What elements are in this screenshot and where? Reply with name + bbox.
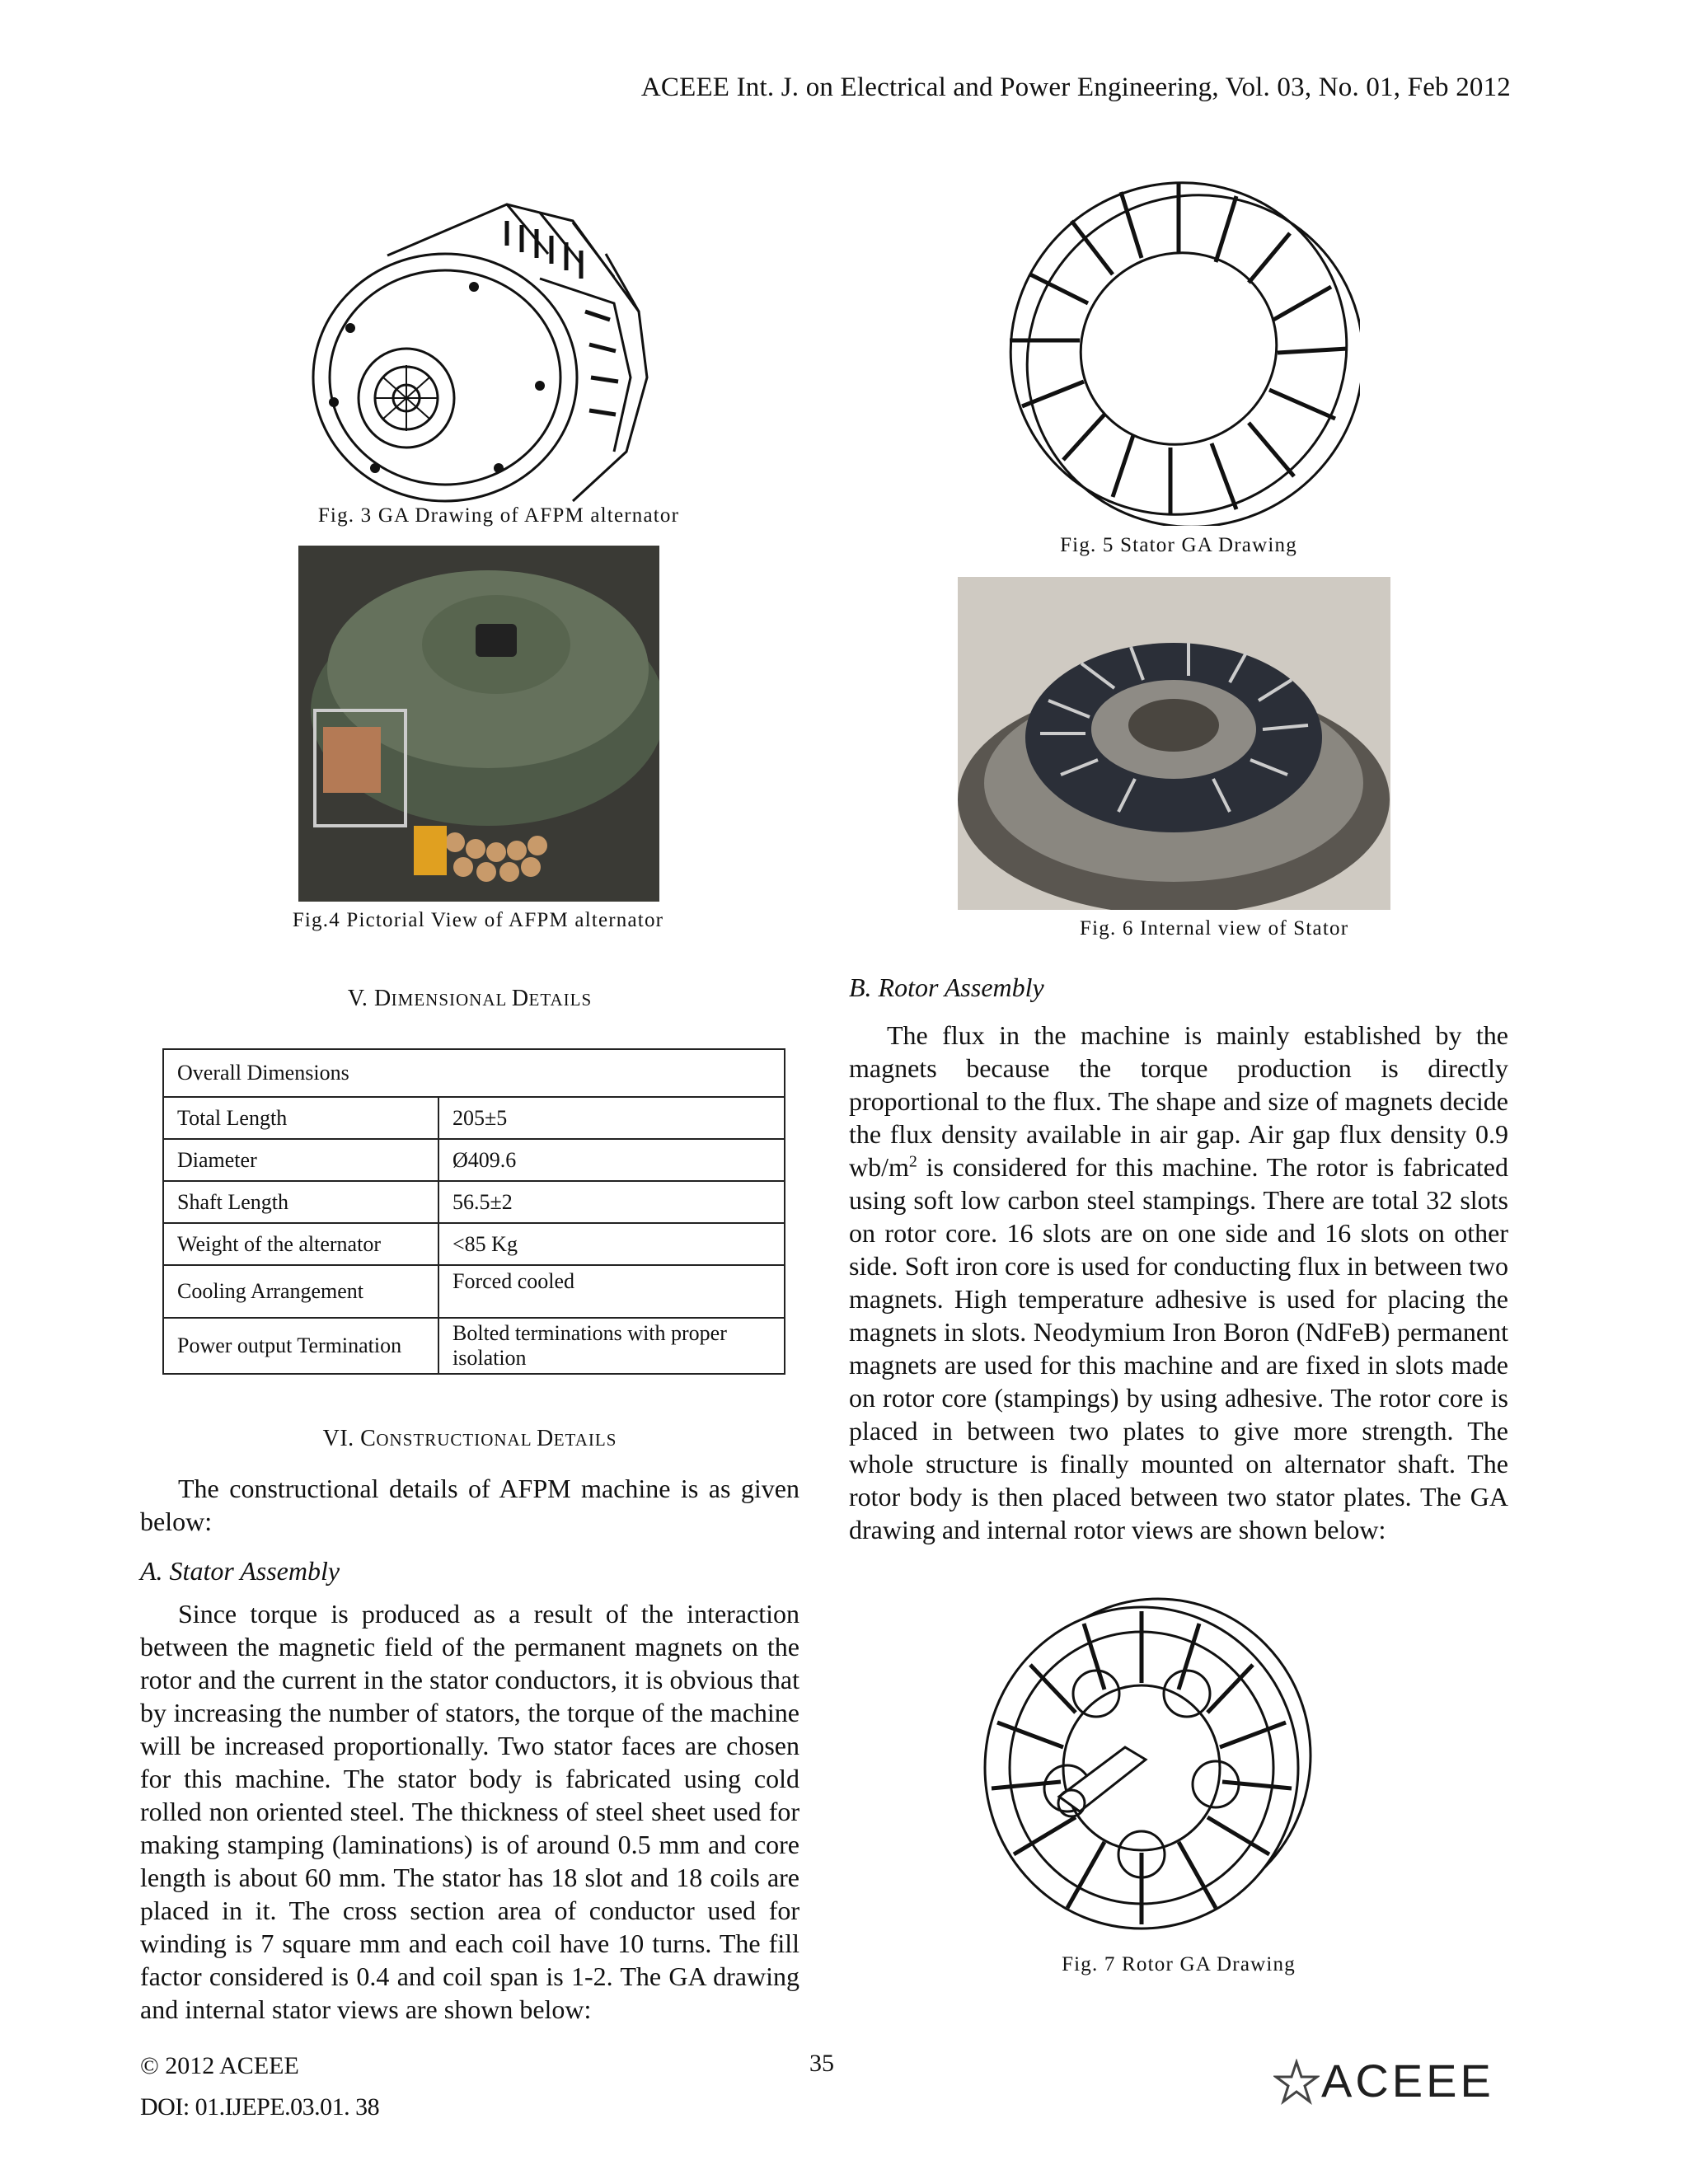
footer-copyright: © 2012 ACEEE [140,2052,299,2079]
alternator-photo [298,546,659,902]
stator-assembly-heading: A. Stator Assembly [140,1556,340,1586]
stator-photo [958,577,1390,910]
page-number: 35 [809,2050,834,2077]
figure-7-caption: Fig. 7 Rotor GA Drawing [1062,1953,1296,1975]
stator-assembly-text: Since torque is produced as a result of the interaction between the magnetic field of the permanent magnets on the rotor and the current in the stator conductors, it is obvious that by increasing the number of stators, the torque of the machine will be increased proportionally. Two stator faces are chosen for this machine. The stator body is fabricated using cold rolled non oriented steel. The thickness of steel sheet used for making stamping (laminations) is of around 0.5 mm and core length is about 60 mm. The stator has 18 slot and 18 coils are placed in it. The cross section area of conductor used for winding is 7 square mm and each coil have 10 turns. The fill factor considered is 0.4 and coil span is 1-2. The GA drawing and internal stator views are shown below: [140,1599,799,2024]
table-cell-value: Bolted terminations with proper isolation [438,1318,785,1374]
table-row [163,1097,785,1139]
figure-5-stator-drawing [997,171,1360,526]
section-5-title: V. DIMENSIONAL DETAILS [347,986,593,1011]
figure-3-ga-drawing [301,188,655,506]
stator-ring-drawing [997,171,1360,526]
table-cell-label: Weight of the alternator [163,1223,438,1265]
figure-5-caption: Fig. 5 Stator GA Drawing [1060,534,1297,556]
figure-4-photo [298,546,659,902]
star-icon [1273,2059,1320,2105]
table-cell-label: Cooling Arrangement [163,1265,438,1318]
table-cell-label: Diameter [163,1139,438,1181]
table-cell-label: Total Length [163,1097,438,1139]
alternator-drawing [301,188,655,506]
figure-7-rotor-drawing [968,1591,1319,1937]
table-cell-value: 56.5±2 [438,1181,785,1223]
rotor-wheel-drawing [968,1591,1319,1937]
running-head: ACEEE Int. J. on Electrical and Power Engineering, Vol. 03, No. 01, Feb 2012 [640,73,1511,102]
table-row [163,1265,785,1318]
dimensions-table [162,1048,785,1375]
table-row [163,1223,785,1265]
section-6-intro: The constructional details of AFPM machine is as given below: [140,1474,799,1536]
table-row [163,1181,785,1223]
figure-6-photo [958,577,1390,910]
table-row [163,1318,785,1374]
figure-3-caption: Fig. 3 GA Drawing of AFPM alternator [317,504,680,527]
footer-doi: DOI: 01.IJEPE.03.01. 38 [140,2093,380,2121]
dimensions-table-wrap [162,1048,785,1375]
table-cell-label: Power output Termination [163,1318,438,1374]
table-header: Overall Dimensions [163,1049,785,1097]
table-cell-value: 205±5 [438,1097,785,1139]
table-cell-value: <85 Kg [438,1223,785,1265]
table-row [163,1049,785,1097]
table-cell-value: Forced cooled [438,1265,785,1318]
section-6-title: VI. CONSTRUCTIONAL DETAILS [322,1426,617,1451]
aceee-logo [1273,2054,1512,2111]
rotor-assembly-heading: B. Rotor Assembly [849,972,1044,1002]
table-cell-value: Ø409.6 [438,1139,785,1181]
rotor-assembly-text: The flux in the machine is mainly established by the magnets because the torque production is directly proportional to the flux. The shape and size of magnets decide the flux density available in air gap. Air gap flux density 0.9 $wb/m^2$ is considered for this machine. The rotor is fabricated using soft low carbon steel stampings. There are total 32 slots on rotor core. 16 slots are on one side and 16 slots on other side. Soft iron core is used for conducting flux in between two magnets. High temperature adhesive is used for placing the magnets in slots. Neodymium Iron Boron (NdFeB) permanent magnets are used for this machine and are fixed in slots made on rotor core (stampings) by using adhesive. The rotor core is placed in between two plates to give more strength. The whole structure is finally mounted on alternator shaft. The rotor body is then placed between two stator plates. The GA drawing and internal rotor views are shown below: [849,1020,1508,1544]
logo-text: ACEEE [1321,2055,1494,2107]
table-row [163,1139,785,1181]
figure-4-caption: Fig.4 Pictorial View of AFPM alternator [292,909,664,931]
figure-6-caption: Fig. 6 Internal view of Stator [1080,917,1349,940]
table-cell-label: Shaft Length [163,1181,438,1223]
